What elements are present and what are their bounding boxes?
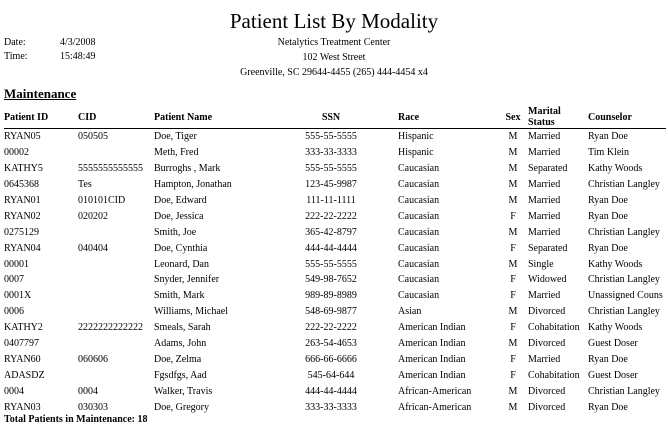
table-row: [4, 351, 666, 367]
cell-patient-id: RYAN02: [4, 210, 41, 222]
cell-ssn: 444-44-4444: [305, 385, 357, 397]
cell-patient-name: Walker, Travis: [154, 385, 213, 397]
table-row: [4, 224, 666, 240]
table-row: [4, 336, 666, 352]
cell-race: American Indian: [398, 369, 466, 381]
cell-patient-name: Hampton, Jonathan: [154, 179, 232, 191]
cell-race: Caucasian: [398, 210, 440, 222]
cell-cid: [78, 256, 154, 272]
table-row: [4, 208, 666, 224]
cell-patient-name: Doe, Cynthia: [154, 242, 208, 254]
cell-cid: 030303: [78, 401, 108, 413]
cell-patient-name: Williams, Michael: [154, 306, 229, 318]
col-header-ssn: SSN: [321, 111, 341, 123]
cell-counselor: Kathy Woods: [588, 258, 643, 270]
table-row: [4, 367, 666, 383]
cell-patient-name: Doe, Tiger: [154, 131, 197, 143]
cell-counselor: Ryan Doe: [588, 401, 628, 413]
cell-ssn: 989-89-8989: [305, 290, 357, 302]
cell-counselor: Guest Doser: [588, 338, 638, 350]
cell-ssn: 666-66-6666: [305, 353, 357, 365]
cell-counselor: Ryan Doe: [588, 210, 628, 222]
cell-patient-id: 0004: [4, 385, 24, 397]
cell-patient-id: KATHY5: [4, 163, 43, 175]
cell-counselor: Christian Langley: [588, 226, 660, 238]
cell-marital-status: Married: [528, 290, 561, 302]
table-row: [4, 145, 666, 161]
cell-marital-status: Separated: [528, 242, 568, 254]
cell-sex: F: [510, 210, 516, 222]
cell-cid: 010101CID: [78, 195, 126, 206]
cell-patient-name: Doe, Zelma: [154, 353, 202, 365]
cell-sex: M: [508, 385, 518, 397]
cell-race: Caucasian: [398, 242, 440, 254]
cell-race: American Indian: [398, 353, 466, 365]
cell-patient-name: Snyder, Jennifer: [154, 274, 220, 286]
col-header-sex: Sex: [505, 111, 521, 123]
cell-marital-status: Married: [528, 226, 561, 238]
table-header-row: [4, 106, 666, 129]
total-patients: Total Patients in Maintenance: 18: [4, 414, 148, 425]
cell-ssn: 555-55-5555: [305, 163, 357, 175]
cell-marital-status: Cohabitation: [528, 369, 580, 381]
cell-patient-id: 0007: [4, 274, 24, 286]
cell-patient-id: RYAN03: [4, 401, 41, 413]
cell-ssn: 545-64-644: [307, 369, 355, 381]
cell-sex: M: [508, 195, 518, 206]
time-value: 15:48:49: [60, 51, 96, 62]
cell-sex: M: [508, 131, 518, 143]
cell-marital-status: Married: [528, 147, 561, 159]
cell-patient-name: Smith, Mark: [154, 290, 205, 302]
cell-race: American Indian: [398, 338, 466, 350]
cell-cid: 2222222222222: [78, 322, 143, 334]
cell-patient-name: Doe, Edward: [154, 195, 207, 206]
date-label: Date:: [4, 37, 26, 48]
cell-counselor: Christian Langley: [588, 306, 660, 318]
patient-table: [4, 106, 666, 415]
cell-cid: Tes: [78, 179, 92, 191]
cell-marital-status: Divorced: [528, 306, 566, 318]
cell-race: Caucasian: [398, 179, 440, 191]
cell-patient-id: KATHY2: [4, 322, 43, 334]
cell-sex: M: [508, 306, 518, 318]
cell-patient-id: 00002: [4, 147, 29, 159]
table-row: [4, 272, 666, 288]
cell-cid: 040404: [78, 242, 108, 254]
cell-sex: F: [510, 322, 516, 334]
cell-patient-id: ADASDZ: [4, 369, 45, 381]
cell-patient-id: 0006: [4, 306, 24, 318]
cell-sex: M: [508, 147, 518, 159]
cell-marital-status: Divorced: [528, 401, 566, 413]
report-title: Patient List By Modality: [229, 9, 439, 33]
center-address: 102 West Street: [302, 52, 366, 63]
cell-marital-status: Married: [528, 179, 561, 191]
cell-marital-status: Married: [528, 195, 561, 206]
cell-cid: [78, 145, 154, 161]
cell-sex: F: [510, 369, 516, 381]
cell-cid: [78, 367, 154, 383]
cell-ssn: 222-22-2222: [305, 210, 357, 222]
cell-counselor: Ryan Doe: [588, 195, 628, 206]
cell-cid: 5555555555555: [78, 163, 143, 175]
cell-patient-name: Burroghs , Mark: [154, 163, 221, 175]
cell-patient-id: 0001X: [4, 290, 32, 302]
cell-marital-status: Single: [528, 258, 554, 270]
cell-ssn: 548-69-9877: [305, 306, 357, 318]
col-header-patient-id: Patient ID: [4, 111, 49, 123]
table-row: [4, 161, 666, 177]
cell-patient-id: RYAN04: [4, 242, 41, 254]
center-name: Netalytics Treatment Center: [277, 37, 391, 48]
col-header-marital-status: Marital Status: [528, 106, 561, 128]
cell-race: Hispanic: [398, 131, 434, 143]
table-row: [4, 240, 666, 256]
cell-marital-status: Widowed: [528, 274, 567, 286]
cell-cid: 020202: [78, 210, 108, 222]
cell-patient-id: 00001: [4, 258, 29, 270]
col-header-cid: CID: [78, 111, 97, 123]
cell-sex: F: [510, 274, 516, 286]
cell-counselor: Ryan Doe: [588, 353, 628, 365]
cell-ssn: 111-11-1111: [306, 195, 356, 206]
cell-counselor: Kathy Woods: [588, 322, 643, 334]
cell-counselor: Christian Langley: [588, 179, 660, 191]
cell-sex: M: [508, 226, 518, 238]
table-row: [4, 129, 666, 145]
cell-marital-status: Divorced: [528, 385, 566, 397]
cell-counselor: Ryan Doe: [588, 242, 628, 254]
cell-patient-name: Leonard, Dan: [154, 258, 209, 270]
center-city-phone: Greenville, SC 29644-4455 (265) 444-4454 x4: [240, 67, 428, 78]
table-row: [4, 177, 666, 193]
cell-marital-status: Separated: [528, 163, 568, 175]
cell-ssn: 263-54-4653: [305, 338, 357, 350]
cell-sex: M: [508, 179, 518, 191]
cell-race: Caucasian: [398, 226, 440, 238]
cell-race: American Indian: [398, 322, 466, 334]
date-value: 4/3/2008: [60, 37, 96, 48]
cell-patient-id: RYAN60: [4, 353, 41, 365]
cell-sex: F: [510, 242, 516, 254]
cell-ssn: 333-33-3333: [305, 401, 357, 413]
table-row: [4, 288, 666, 304]
col-header-race: Race: [398, 111, 420, 123]
cell-cid: 0004: [78, 385, 98, 397]
table-row: [4, 304, 666, 320]
cell-patient-id: RYAN01: [4, 195, 41, 206]
cell-patient-id: 0407797: [4, 338, 39, 350]
cell-ssn: 123-45-9987: [305, 179, 357, 191]
cell-sex: M: [508, 338, 518, 350]
cell-cid: [78, 288, 154, 304]
cell-ssn: 222-22-2222: [305, 322, 357, 334]
cell-ssn: 555-55-5555: [305, 131, 357, 143]
cell-patient-name: Fgsdfgs, Aad: [154, 369, 207, 381]
cell-patient-name: Smeals, Sarah: [154, 322, 211, 334]
cell-counselor: Ryan Doe: [588, 131, 628, 143]
cell-counselor: Christian Langley: [588, 274, 660, 286]
col-header-counselor: Counselor: [588, 111, 632, 123]
cell-race: Caucasian: [398, 163, 440, 175]
cell-marital-status: Married: [528, 210, 561, 222]
cell-ssn: 555-55-5555: [305, 258, 357, 270]
cell-sex: M: [508, 163, 518, 175]
table-row: [4, 256, 666, 272]
cell-patient-id: 0645368: [4, 179, 39, 191]
cell-patient-name: Doe, Jessica: [154, 210, 204, 222]
cell-sex: F: [510, 353, 516, 365]
cell-patient-name: Adams, John: [154, 338, 207, 350]
cell-race: Caucasian: [398, 290, 440, 302]
cell-patient-id: 0275129: [4, 226, 39, 238]
cell-cid: [78, 336, 154, 352]
cell-counselor: Unassigned Couns: [588, 290, 663, 302]
cell-counselor: Kathy Woods: [588, 163, 643, 175]
cell-cid: 050505: [78, 131, 108, 143]
cell-patient-name: Smith, Joe: [154, 226, 197, 238]
cell-ssn: 333-33-3333: [305, 147, 357, 159]
cell-ssn: 549-98-7652: [305, 274, 357, 286]
cell-sex: M: [508, 401, 518, 413]
cell-ssn: 444-44-4444: [305, 242, 357, 254]
cell-sex: M: [508, 258, 518, 270]
cell-patient-id: RYAN05: [4, 131, 41, 143]
table-row: [4, 383, 666, 399]
cell-patient-name: Doe, Gregory: [154, 401, 209, 413]
cell-race: Hispanic: [398, 147, 434, 159]
cell-sex: F: [510, 290, 516, 302]
cell-race: Caucasian: [398, 258, 440, 270]
cell-ssn: 365-42-8797: [305, 226, 357, 238]
cell-marital-status: Cohabitation: [528, 322, 580, 334]
table-row: [4, 193, 666, 209]
time-label: Time:: [4, 51, 28, 62]
cell-cid: [78, 272, 154, 288]
cell-cid: [78, 304, 154, 320]
table-row: [4, 320, 666, 336]
cell-marital-status: Married: [528, 353, 561, 365]
cell-marital-status: Divorced: [528, 338, 566, 350]
section-heading: Maintenance: [4, 86, 77, 101]
cell-marital-status: Married: [528, 131, 561, 143]
cell-counselor: Tim Klein: [588, 147, 630, 159]
cell-cid: 060606: [78, 353, 108, 365]
cell-cid: [78, 224, 154, 240]
cell-race: African-American: [398, 401, 472, 413]
cell-race: Caucasian: [398, 195, 440, 206]
cell-counselor: Christian Langley: [588, 385, 660, 397]
cell-race: African-American: [398, 385, 472, 397]
cell-race: Caucasian: [398, 274, 440, 286]
cell-race: Asian: [398, 306, 422, 318]
cell-patient-name: Meth, Fred: [154, 147, 199, 159]
cell-counselor: Guest Doser: [588, 369, 638, 381]
col-header-patient-name: Patient Name: [154, 111, 213, 123]
